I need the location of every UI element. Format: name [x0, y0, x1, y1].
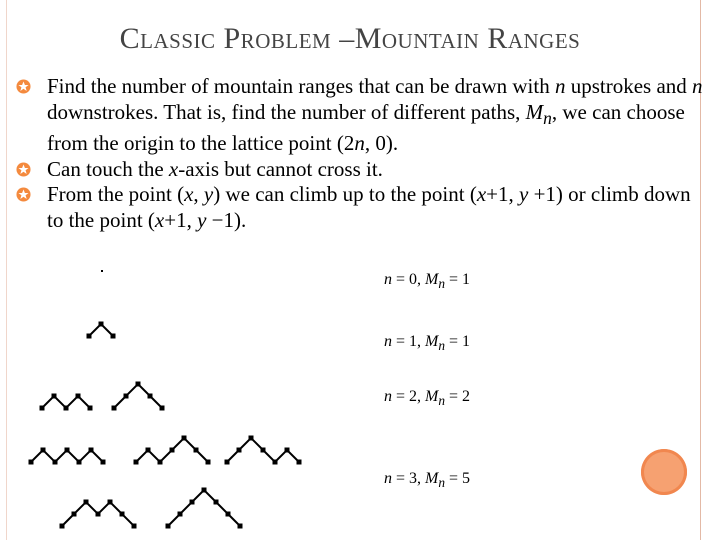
lattice-point — [108, 500, 113, 505]
lattice-point — [101, 270, 103, 272]
mountain-path-n3-5 — [168, 490, 240, 526]
lattice-point — [53, 460, 58, 465]
lattice-point — [190, 500, 195, 505]
lattice-point — [120, 512, 125, 517]
lattice-point — [41, 448, 46, 453]
bullet-text-2: Can touch the x-axis but cannot cross it. — [47, 156, 383, 181]
lattice-point — [65, 448, 70, 453]
lattice-point — [158, 460, 163, 465]
lattice-point — [76, 394, 81, 399]
lattice-point — [132, 524, 137, 529]
lattice-point — [52, 394, 57, 399]
bullet-text-3: From the point (x, y) we can climb up to the point (x+1, y +1) or climb down to the point (x+1, y −1). — [47, 182, 691, 232]
lattice-point — [170, 448, 175, 453]
orange-circle-decoration — [641, 449, 687, 495]
lattice-point — [60, 524, 65, 529]
case-caption-n3: n = 3, $M_n = 5$ — [384, 470, 471, 491]
lattice-point — [111, 334, 116, 339]
lattice-point — [29, 460, 34, 465]
bullet-text-1: Find the number of mountain ranges that can be drawn with n upstrokes and n downstrokes. That is, find the number of different paths, $M_n$, we can choose from the origin to the lattice point (2n, 0). — [47, 74, 703, 156]
lattice-point — [88, 406, 93, 411]
lattice-point — [202, 488, 207, 493]
lattice-point — [134, 460, 139, 465]
lattice-point — [136, 382, 141, 387]
lattice-point — [182, 436, 187, 441]
lattice-point — [89, 448, 94, 453]
lattice-point — [238, 524, 243, 529]
slide-title: Classic Problem –Mountain Ranges — [119, 22, 581, 55]
lattice-point — [64, 406, 69, 411]
lattice-point — [226, 512, 231, 517]
mountain-paths-group — [29, 270, 302, 529]
lattice-point — [84, 500, 89, 505]
lattice-point — [249, 436, 254, 441]
lattice-point — [148, 394, 153, 399]
lattice-point — [237, 448, 242, 453]
lattice-point — [166, 524, 171, 529]
lattice-point — [273, 460, 278, 465]
lattice-point — [206, 460, 211, 465]
lattice-point — [297, 460, 302, 465]
case-caption-n0: n = 0, $M_n = 1$ — [384, 271, 471, 292]
lattice-point — [112, 406, 117, 411]
lattice-point — [285, 448, 290, 453]
mountain-path-n2-2 — [114, 384, 162, 408]
lattice-point — [261, 448, 266, 453]
case-caption-n2: n = 2, $M_n = 2$ — [384, 388, 471, 409]
lattice-point — [72, 512, 77, 517]
lattice-point — [194, 448, 199, 453]
lattice-point — [214, 500, 219, 505]
lattice-point — [146, 448, 151, 453]
lattice-point — [40, 406, 45, 411]
lattice-point — [178, 512, 183, 517]
lattice-point — [160, 406, 165, 411]
lattice-point — [101, 460, 106, 465]
lattice-point — [87, 334, 92, 339]
lattice-point — [124, 394, 129, 399]
lattice-point — [225, 460, 230, 465]
case-caption-n1: n = 1, $M_n = 1$ — [384, 333, 471, 354]
lattice-point — [96, 512, 101, 517]
lattice-point — [99, 322, 104, 327]
lattice-point — [77, 460, 82, 465]
